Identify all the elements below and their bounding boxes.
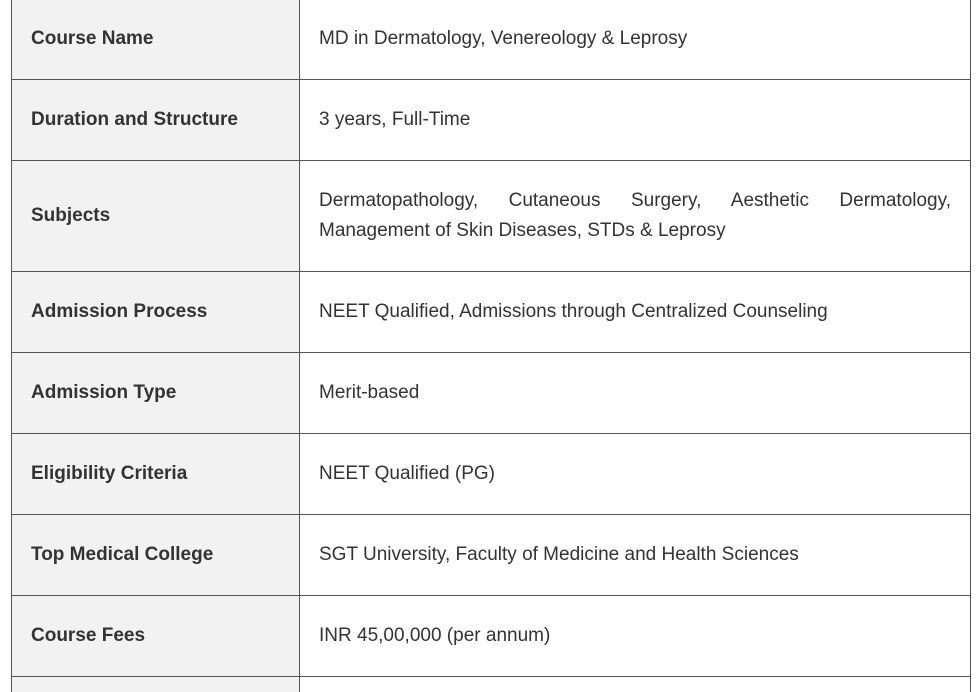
table-row bbox=[12, 80, 971, 161]
row-label-duration: Duration and Structure bbox=[12, 80, 300, 161]
table-row bbox=[12, 0, 971, 80]
row-value-eligibility: NEET Qualified (PG) bbox=[300, 434, 971, 515]
row-label-subjects: Subjects bbox=[12, 161, 300, 272]
row-value-admission-type: Merit-based bbox=[300, 353, 971, 434]
row-value-top-college: SGT University, Faculty of Medicine and Health Sciences bbox=[300, 515, 971, 596]
table-row bbox=[12, 161, 971, 272]
row-value-course-fees: INR 45,00,000 (per annum) bbox=[300, 596, 971, 677]
table-row-partial bbox=[12, 677, 971, 692]
table-row bbox=[12, 272, 971, 353]
table-row bbox=[12, 353, 971, 434]
table-row bbox=[12, 596, 971, 677]
row-label-course-name: Course Name bbox=[12, 0, 300, 80]
row-value-subjects: Dermatopathology, Cutaneous Surgery, Aesthetic Dermatology, Management of Skin Diseases, STDs & Leprosy bbox=[300, 161, 971, 272]
row-label-cut-off bbox=[12, 677, 300, 692]
row-label-course-fees: Course Fees bbox=[12, 596, 300, 677]
table-row bbox=[12, 434, 971, 515]
table-row bbox=[12, 515, 971, 596]
row-label-eligibility: Eligibility Criteria bbox=[12, 434, 300, 515]
row-label-admission-process: Admission Process bbox=[12, 272, 300, 353]
row-value-cut-off bbox=[300, 677, 971, 692]
row-label-top-college: Top Medical College bbox=[12, 515, 300, 596]
row-label-admission-type: Admission Type bbox=[12, 353, 300, 434]
course-info-table bbox=[11, 0, 971, 692]
row-value-admission-process: NEET Qualified, Admissions through Centralized Counseling bbox=[300, 272, 971, 353]
row-value-duration: 3 years, Full-Time bbox=[300, 80, 971, 161]
row-value-course-name: MD in Dermatology, Venereology & Leprosy bbox=[300, 0, 971, 80]
course-info-table-wrapper bbox=[11, 0, 971, 692]
